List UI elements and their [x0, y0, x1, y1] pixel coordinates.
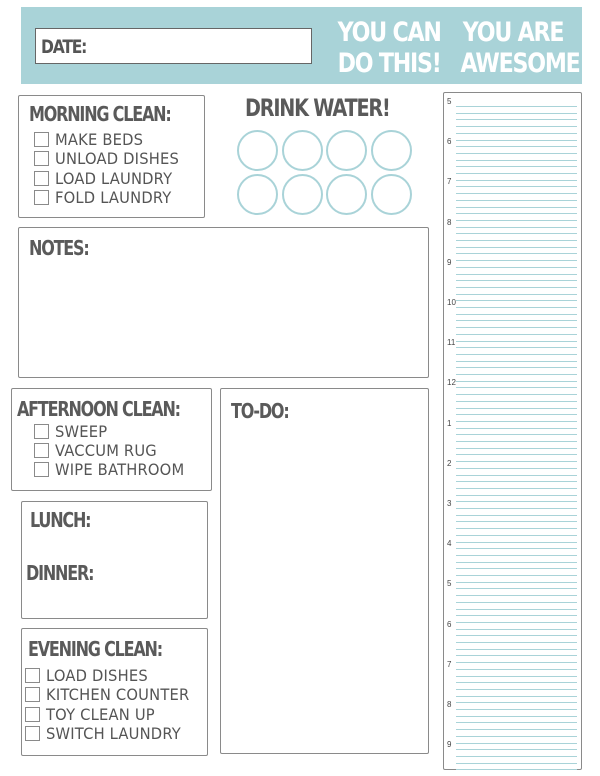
- schedule-line[interactable]: [456, 508, 577, 509]
- checklist-item[interactable]: [34, 169, 183, 188]
- schedule-line[interactable]: [456, 662, 577, 663]
- schedule-line[interactable]: [456, 220, 577, 221]
- hour-label: 8: [447, 217, 452, 227]
- schedule-line[interactable]: [456, 387, 577, 388]
- checklist-item[interactable]: [34, 460, 196, 479]
- checklist-item-label: WIPE BATHROOM: [55, 460, 185, 479]
- schedule-line[interactable]: [456, 374, 577, 375]
- checklist-item-label: KITCHEN COUNTER: [46, 685, 190, 705]
- hour-label: 1: [447, 418, 452, 428]
- notes-section[interactable]: [18, 227, 429, 378]
- schedule-line[interactable]: [456, 769, 577, 770]
- schedule-line[interactable]: [456, 260, 577, 261]
- schedule-line[interactable]: [456, 240, 577, 241]
- schedule-line[interactable]: [456, 642, 577, 643]
- schedule-line[interactable]: [456, 193, 577, 194]
- schedule-line[interactable]: [456, 106, 577, 107]
- checklist-item-label: LOAD DISHES: [46, 666, 148, 685]
- schedule-line[interactable]: [456, 461, 577, 462]
- schedule-line[interactable]: [456, 401, 577, 402]
- schedule-line[interactable]: [456, 689, 577, 690]
- schedule-line[interactable]: [456, 609, 577, 610]
- schedule-line[interactable]: [456, 515, 577, 516]
- schedule-line[interactable]: [456, 635, 577, 636]
- checkbox[interactable]: [34, 190, 49, 205]
- schedule-line[interactable]: [456, 448, 577, 449]
- schedule-line[interactable]: [456, 274, 577, 275]
- checklist-item[interactable]: [34, 422, 112, 441]
- water-glass-circle[interactable]: [371, 174, 412, 215]
- water-glass-circle[interactable]: [371, 130, 412, 171]
- hour-label: 9: [447, 257, 452, 267]
- checklist-item[interactable]: [25, 666, 157, 685]
- schedule-line[interactable]: [456, 568, 577, 569]
- checklist-item-label: MAKE BEDS: [55, 130, 144, 149]
- water-glass-circle[interactable]: [237, 130, 278, 171]
- schedule-line[interactable]: [456, 488, 577, 489]
- schedule-line[interactable]: [456, 454, 577, 455]
- slogan-you-are-awesome: YOU ARE AWESOME!: [460, 17, 589, 79]
- hour-label: 12: [447, 378, 456, 388]
- checklist-item[interactable]: [34, 188, 182, 207]
- schedule-line[interactable]: [456, 729, 577, 730]
- checklist-item-label: SWEEP: [55, 422, 108, 441]
- schedule-line[interactable]: [456, 207, 577, 208]
- schedule-line[interactable]: [456, 341, 577, 342]
- schedule-line[interactable]: [456, 615, 577, 616]
- schedule-line[interactable]: [456, 528, 577, 529]
- schedule-line[interactable]: [456, 146, 577, 147]
- schedule-line[interactable]: [456, 153, 577, 154]
- hour-label: 4: [447, 539, 452, 549]
- afternoon-clean-section: [11, 388, 212, 491]
- dinner-label: DINNER:: [26, 561, 94, 585]
- water-glass-circle[interactable]: [326, 130, 367, 171]
- hour-label: 6: [447, 619, 452, 629]
- checklist-item[interactable]: [34, 130, 151, 149]
- checkbox[interactable]: [25, 707, 40, 722]
- schedule-line[interactable]: [456, 441, 577, 442]
- checklist-item[interactable]: [25, 724, 193, 743]
- schedule-line[interactable]: [456, 119, 577, 120]
- morning-clean-section: [18, 95, 205, 218]
- schedule-line[interactable]: [456, 113, 577, 114]
- schedule-line[interactable]: [456, 367, 577, 368]
- evening-clean-section: [21, 628, 208, 756]
- lunch-label: LUNCH:: [30, 508, 91, 532]
- schedule-line[interactable]: [456, 542, 577, 543]
- checklist-item[interactable]: [34, 149, 190, 168]
- hour-label: 3: [447, 499, 452, 508]
- schedule-line[interactable]: [456, 676, 577, 677]
- schedule-line[interactable]: [456, 756, 577, 757]
- schedule-line[interactable]: [456, 140, 577, 141]
- schedule-line[interactable]: [456, 294, 577, 295]
- afternoon-clean-title: AFTERNOON CLEAN:: [17, 397, 180, 421]
- schedule-line[interactable]: [456, 595, 577, 596]
- schedule-line[interactable]: [456, 381, 577, 382]
- schedule-line[interactable]: [456, 655, 577, 656]
- schedule-line[interactable]: [456, 501, 577, 502]
- schedule-line[interactable]: [456, 307, 577, 308]
- schedule-line[interactable]: [456, 548, 577, 549]
- hour-label: 7: [447, 659, 452, 669]
- schedule-line[interactable]: [456, 200, 577, 201]
- water-glass-circle[interactable]: [282, 130, 323, 171]
- hour-label: 6: [447, 137, 452, 147]
- schedule-line[interactable]: [456, 481, 577, 482]
- checkbox[interactable]: [25, 687, 40, 702]
- checklist-item-label: LOAD LAUNDRY: [55, 168, 173, 188]
- hour-label: 11: [447, 338, 456, 348]
- schedule-line[interactable]: [456, 588, 577, 589]
- schedule-line[interactable]: [456, 347, 577, 348]
- schedule-line[interactable]: [456, 314, 577, 315]
- checklist-item[interactable]: [25, 705, 164, 724]
- hour-label: 9: [447, 740, 452, 750]
- schedule-line[interactable]: [456, 133, 577, 134]
- schedule-line[interactable]: [456, 394, 577, 395]
- schedule-line[interactable]: [456, 354, 577, 355]
- slogan-you-can-do-this: YOU CAN DO THIS!: [337, 17, 441, 79]
- checklist-item[interactable]: [25, 685, 202, 704]
- schedule-line[interactable]: [456, 716, 577, 717]
- checkbox[interactable]: [34, 424, 49, 439]
- water-glass-circle[interactable]: [326, 174, 367, 215]
- checklist-item-label: TOY CLEAN UP: [46, 704, 155, 724]
- hour-label: 5: [447, 579, 452, 589]
- schedule-line[interactable]: [456, 320, 577, 321]
- hour-label: 7: [447, 177, 452, 187]
- checkbox[interactable]: [25, 726, 40, 741]
- schedule-line[interactable]: [456, 213, 577, 214]
- date-label: DATE:: [41, 36, 87, 58]
- checklist-item-label: UNLOAD DISHES: [55, 149, 179, 169]
- checkbox[interactable]: [34, 132, 49, 147]
- schedule-line[interactable]: [456, 475, 577, 476]
- water-glass-circle[interactable]: [237, 174, 278, 215]
- schedule-line[interactable]: [456, 602, 577, 603]
- schedule-line[interactable]: [456, 160, 577, 161]
- schedule-line[interactable]: [456, 421, 577, 422]
- schedule-line[interactable]: [456, 535, 577, 536]
- schedule-line[interactable]: [456, 361, 577, 362]
- checkbox[interactable]: [34, 443, 49, 458]
- schedule-line[interactable]: [456, 649, 577, 650]
- schedule-line[interactable]: [456, 622, 577, 623]
- schedule-line[interactable]: [456, 669, 577, 670]
- water-glass-circle[interactable]: [282, 174, 323, 215]
- schedule-line[interactable]: [456, 166, 577, 167]
- schedule-line[interactable]: [456, 495, 577, 496]
- schedule-line[interactable]: [456, 434, 577, 435]
- checklist-item[interactable]: [34, 441, 166, 460]
- schedule-line[interactable]: [456, 521, 577, 522]
- schedule-line[interactable]: [456, 562, 577, 563]
- todo-section[interactable]: [220, 388, 429, 754]
- schedule-line[interactable]: [456, 227, 577, 228]
- schedule-line[interactable]: [456, 582, 577, 583]
- checkbox[interactable]: [34, 171, 49, 186]
- schedule-line[interactable]: [456, 327, 577, 328]
- schedule-line[interactable]: [456, 736, 577, 737]
- schedule-line[interactable]: [456, 428, 577, 429]
- hourly-schedule: [443, 92, 582, 770]
- schedule-line[interactable]: [456, 334, 577, 335]
- schedule-line[interactable]: [456, 253, 577, 254]
- schedule-line[interactable]: [456, 287, 577, 288]
- schedule-line[interactable]: [456, 629, 577, 630]
- header-banner: [21, 7, 589, 84]
- morning-clean-title: MORNING CLEAN:: [29, 102, 171, 126]
- schedule-line[interactable]: [456, 180, 577, 181]
- schedule-line[interactable]: [456, 575, 577, 576]
- drink-water-title: DRINK WATER!: [245, 94, 390, 122]
- schedule-line[interactable]: [456, 468, 577, 469]
- schedule-line[interactable]: [456, 414, 577, 415]
- schedule-line[interactable]: [456, 173, 577, 174]
- hour-label: 10: [447, 298, 456, 307]
- checklist-item-label: VACCUM RUG: [55, 441, 157, 460]
- schedule-line[interactable]: [456, 696, 577, 697]
- checklist-item-label: SWITCH LAUNDRY: [46, 723, 181, 743]
- schedule-line[interactable]: [456, 743, 577, 744]
- hour-label: 5: [447, 97, 452, 106]
- checkbox[interactable]: [25, 668, 40, 683]
- schedule-line[interactable]: [456, 186, 577, 187]
- schedule-line[interactable]: [456, 280, 577, 281]
- schedule-line[interactable]: [456, 247, 577, 248]
- schedule-line[interactable]: [456, 722, 577, 723]
- notes-title: NOTES:: [29, 236, 89, 260]
- schedule-line[interactable]: [456, 555, 577, 556]
- hour-label: 8: [447, 700, 452, 709]
- schedule-line[interactable]: [456, 233, 577, 234]
- meals-section[interactable]: [21, 501, 208, 619]
- schedule-line[interactable]: [456, 267, 577, 268]
- checklist-item-label: FOLD LAUNDRY: [55, 187, 172, 207]
- schedule-line[interactable]: [456, 682, 577, 683]
- schedule-line[interactable]: [456, 709, 577, 710]
- schedule-line[interactable]: [456, 763, 577, 764]
- hour-label: 2: [447, 458, 452, 468]
- schedule-line[interactable]: [456, 702, 577, 703]
- todo-title: TO-DO:: [231, 399, 289, 423]
- checkbox[interactable]: [34, 151, 49, 166]
- schedule-line[interactable]: [456, 408, 577, 409]
- evening-clean-title: EVENING CLEAN:: [28, 637, 162, 661]
- schedule-line[interactable]: [456, 126, 577, 127]
- schedule-line[interactable]: [456, 749, 577, 750]
- date-field[interactable]: [35, 28, 312, 64]
- schedule-line[interactable]: [456, 300, 577, 301]
- checkbox[interactable]: [34, 462, 49, 477]
